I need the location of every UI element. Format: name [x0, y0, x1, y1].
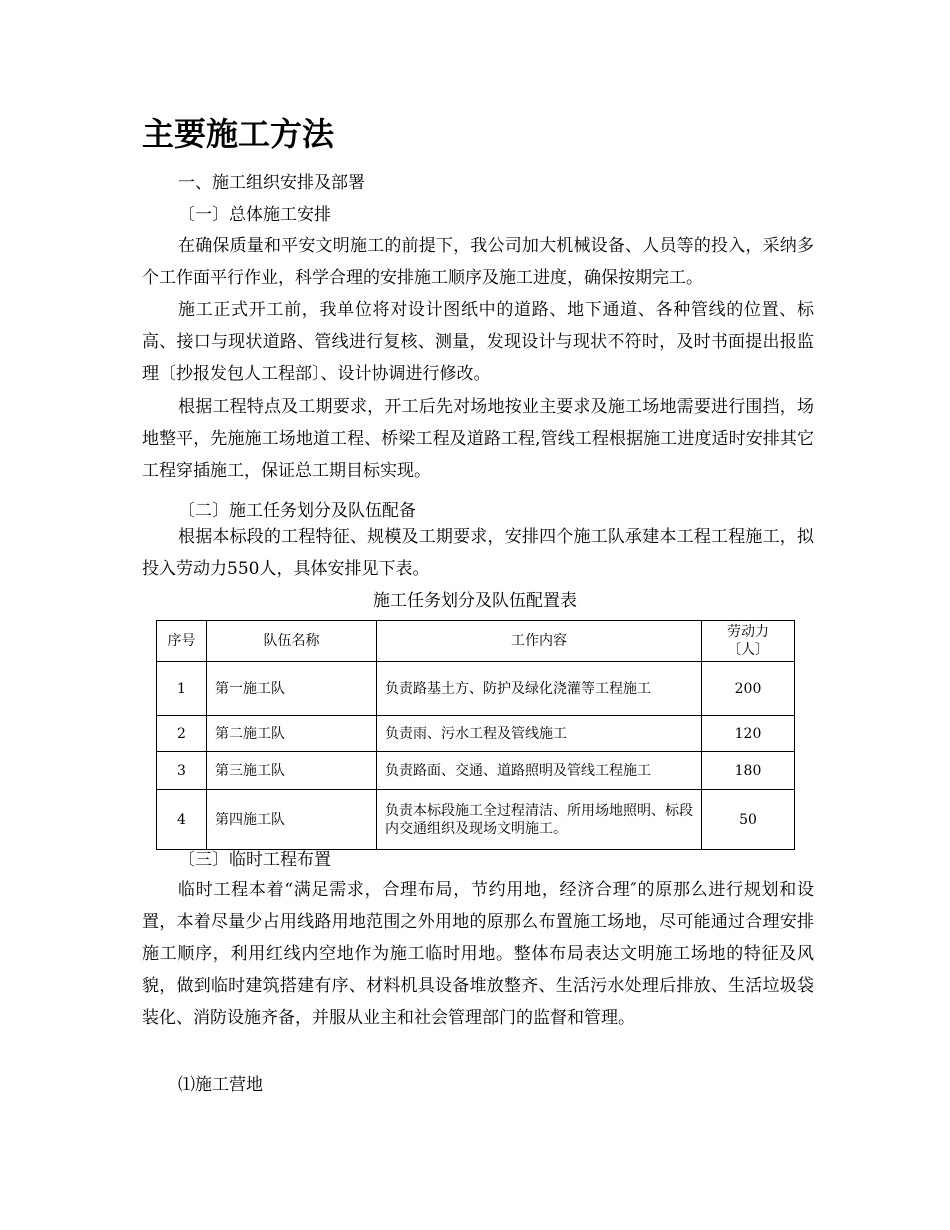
cell-labor: 120 [702, 716, 795, 752]
table-row [157, 790, 795, 850]
table-row [157, 752, 795, 790]
subsection-heading: 〔二〕施工任务划分及队伍配备 [178, 501, 416, 521]
cell-no: 3 [157, 752, 207, 790]
paragraph: 临时工程本着“满足需求，合理布局，节约用地，经济合理″的原那么进行规划和设置，本着尽量少占用线路用地范围之外用地的原那么布置施工场地，尽可能通过合理安排施工顺序，利用红线内空地作为施工临时用地。整体布局表达文明施工场地的特征及风貌，做到临时建筑搭建有序、材料机具设备堆放整齐、生活污水处理后排放、生活垃圾袋装化、消防设施齐备，并服从业主和社会管理部门的监督和管理。 [142, 880, 814, 1028]
table-row [157, 716, 795, 752]
cell-work: 负责路面、交通、道路照明及管线工程施工 [377, 752, 702, 790]
task-table [156, 620, 795, 850]
paragraph: 在确保质量和平安文明施工的前提下，我公司加大机械设备、人员等的投入，采纳多个工作面平行作业，科学合理的安排施工顺序及施工进度，确保按期完工。 [142, 236, 814, 288]
document-title: 主要施工方法 [142, 115, 335, 153]
header-no: 序号 [157, 621, 207, 662]
subsection-heading: 〔三〕临时工程布置 [178, 850, 331, 870]
cell-labor: 200 [702, 662, 795, 716]
section-heading: 一、施工组织安排及部署 [178, 173, 365, 193]
cell-labor: 180 [702, 752, 795, 790]
cell-work: 负责雨、污水工程及管线施工 [377, 716, 702, 752]
paragraph: 根据工程特点及工期要求，开工后先对场地按业主要求及施工场地需要进行围挡，场地整平，先施施工场地道工程、桥梁工程及道路工程,管线工程根据施工进度适时安排其它工程穿插施工，保证总工期目标实现。 [142, 397, 814, 481]
cell-no: 2 [157, 716, 207, 752]
table-header-row [157, 621, 795, 662]
cell-work: 负责路基土方、防护及绿化浇灌等工程施工 [377, 662, 702, 716]
cell-team: 第一施工队 [207, 662, 377, 716]
subsection-heading: 〔一〕总体施工安排 [178, 205, 331, 225]
cell-no: 4 [157, 790, 207, 850]
item-heading: ⑴施工营地 [178, 1075, 263, 1095]
cell-labor: 50 [702, 790, 795, 850]
cell-team: 第三施工队 [207, 752, 377, 790]
table-row [157, 662, 795, 716]
cell-team: 第四施工队 [207, 790, 377, 850]
cell-no: 1 [157, 662, 207, 716]
table-caption: 施工任务划分及队伍配置表 [373, 591, 577, 611]
header-work: 工作内容 [377, 621, 702, 662]
header-labor: 劳动力〔人〕 [702, 621, 795, 662]
cell-team: 第二施工队 [207, 716, 377, 752]
paragraph: 根据本标段的工程特征、规模及工期要求，安排四个施工队承建本工程工程施工，拟投入劳动力550人，具体安排见下表。 [142, 527, 814, 579]
cell-work: 负责本标段施工全过程清洁、所用场地照明、标段内交通组织及现场文明施工。 [377, 790, 702, 850]
paragraph: 施工正式开工前，我单位将对设计图纸中的道路、地下通道、各种管线的位置、标高、接口与现状道路、管线进行复核、测量，发现设计与现状不符时，及时书面提出报监理〔抄报发包人工程部〕、设计协调进行修改。 [142, 300, 814, 384]
header-team: 队伍名称 [207, 621, 377, 662]
